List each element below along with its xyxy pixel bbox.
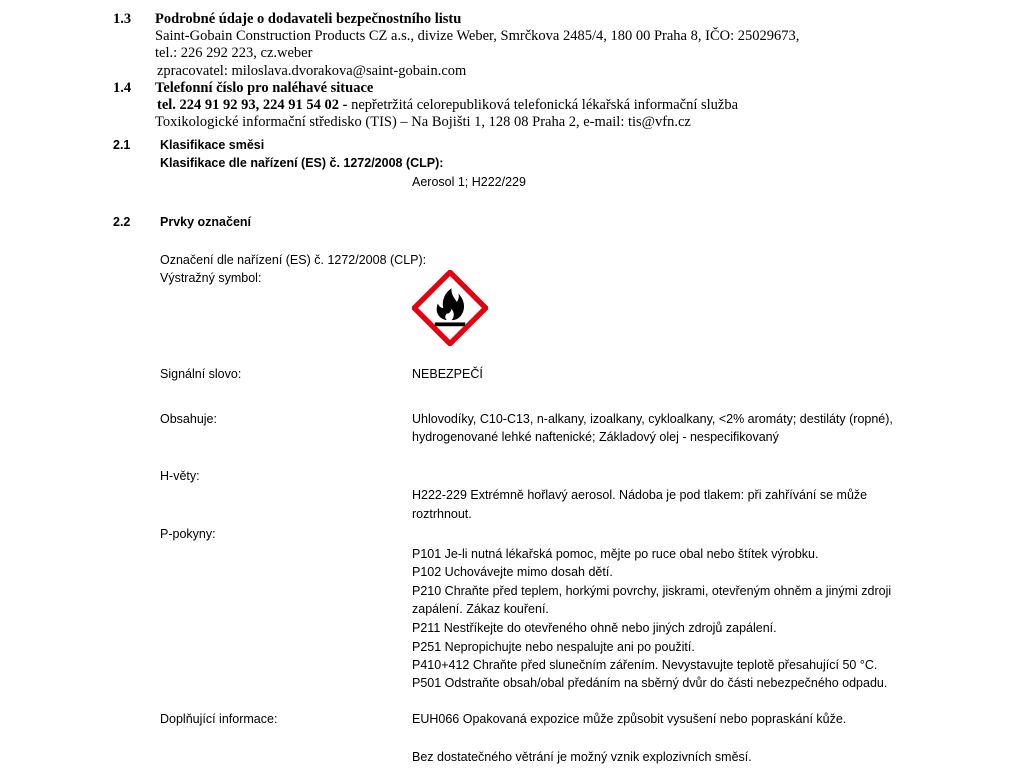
supplementary-info-label: Doplňující informace: <box>160 712 278 726</box>
section-number-1-3: 1.3 <box>113 11 132 27</box>
hazard-symbol-label: Výstražný symbol: <box>160 271 262 285</box>
emergency-phone-description: nepřetržitá celorepubliková telefonická lékařská informační služba <box>347 97 739 113</box>
supplier-address: Saint-Gobain Construction Products CZ a.s., divize Weber, Smrčkova 2485/4, 180 00 Praha 8, IČO: 25029673, <box>155 28 800 44</box>
classification-subtitle: Klasifikace dle nařízení (ES) č. 1272/2008 (CLP): <box>160 156 444 170</box>
p-statement-p251: P251 Nepropichujte nebo nespalujte ani po použití. <box>412 640 695 654</box>
h-statement-line-2: roztrhnout. <box>412 507 472 521</box>
section-title-2-2: Prvky označení <box>160 215 252 229</box>
supplementary-euh066: EUH066 Opakovaná expozice může způsobit vysušení nebo popraskání kůže. <box>412 712 847 726</box>
h-statements-label: H-věty: <box>160 469 200 483</box>
contains-line-1: Uhlovodíky, C10-C13, n-alkany, izoalkany, cykloalkany, <2% aromáty; destiláty (ropné), <box>412 412 893 426</box>
tis-contact: Toxikologické informační středisko (TIS) – Na Bojišti 1, 128 08 Praha 2, e-mail: tis@vfn.cz <box>155 114 691 130</box>
h-statement-line-1: H222-229 Extrémně hořlavý aerosol. Nádoba je pod tlakem: při zahřívání se může <box>412 488 868 502</box>
section-title-2-1: Klasifikace směsi <box>160 138 265 152</box>
p-statement-p101: P101 Je-li nutná lékařská pomoc, mějte po ruce obal nebo štítek výrobku. <box>412 547 819 561</box>
p-statements-label: P-pokyny: <box>160 527 216 541</box>
p-statement-p410-412: P410+412 Chraňte před slunečním zářením. Nevystavujte teplotě přesahující 50 °C. <box>412 658 878 672</box>
p-statement-p210-line-2: zapálení. Zákaz kouření. <box>412 602 549 616</box>
section-number-1-4: 1.4 <box>113 80 132 96</box>
p-statement-p211: P211 Nestříkejte do otevřeného ohně nebo jiných zdrojů zapálení. <box>412 621 777 635</box>
signal-word-value: NEBEZPEČÍ <box>412 367 483 381</box>
p-statement-p102: P102 Uchovávejte mimo dosah dětí. <box>412 565 613 579</box>
emergency-phone-numbers: tel. 224 91 92 93, 224 91 54 02 - <box>157 97 348 113</box>
supplier-phone: tel.: 226 292 223, cz.weber <box>155 45 313 61</box>
classification-value: Aerosol 1; H222/229 <box>412 175 526 189</box>
ghs02-flame-icon <box>412 270 488 346</box>
section-title-1-3: Podrobné údaje o dodavateli bezpečnostního listu <box>155 11 462 27</box>
section-number-2-2: 2.2 <box>113 215 131 229</box>
emergency-phone-line <box>157 98 738 113</box>
supplier-contact: zpracovatel: miloslava.dvorakova@saint-gobain.com <box>157 63 467 79</box>
section-title-1-4: Telefonní číslo pro naléhavé situace <box>155 80 374 96</box>
supplementary-ventilation: Bez dostatečného větrání je možný vznik explozivních směsí. <box>412 750 752 764</box>
p-statement-p210-line-1: P210 Chraňte před teplem, horkými povrchy, jiskrami, otevřeným ohněm a jinými zdroji <box>412 584 892 598</box>
labelling-intro: Označení dle nařízení (ES) č. 1272/2008 (CLP): <box>160 253 427 267</box>
p-statement-p501: P501 Odstraňte obsah/obal předáním na sběrný dvůr do části nebezpečného odpadu. <box>412 676 888 690</box>
section-number-2-1: 2.1 <box>113 138 131 152</box>
contains-label: Obsahuje: <box>160 412 217 426</box>
signal-word-label: Signální slovo: <box>160 367 242 381</box>
contains-line-2: hydrogenované lehké naftenické; Základový olej - nespecifikovaný <box>412 430 779 444</box>
